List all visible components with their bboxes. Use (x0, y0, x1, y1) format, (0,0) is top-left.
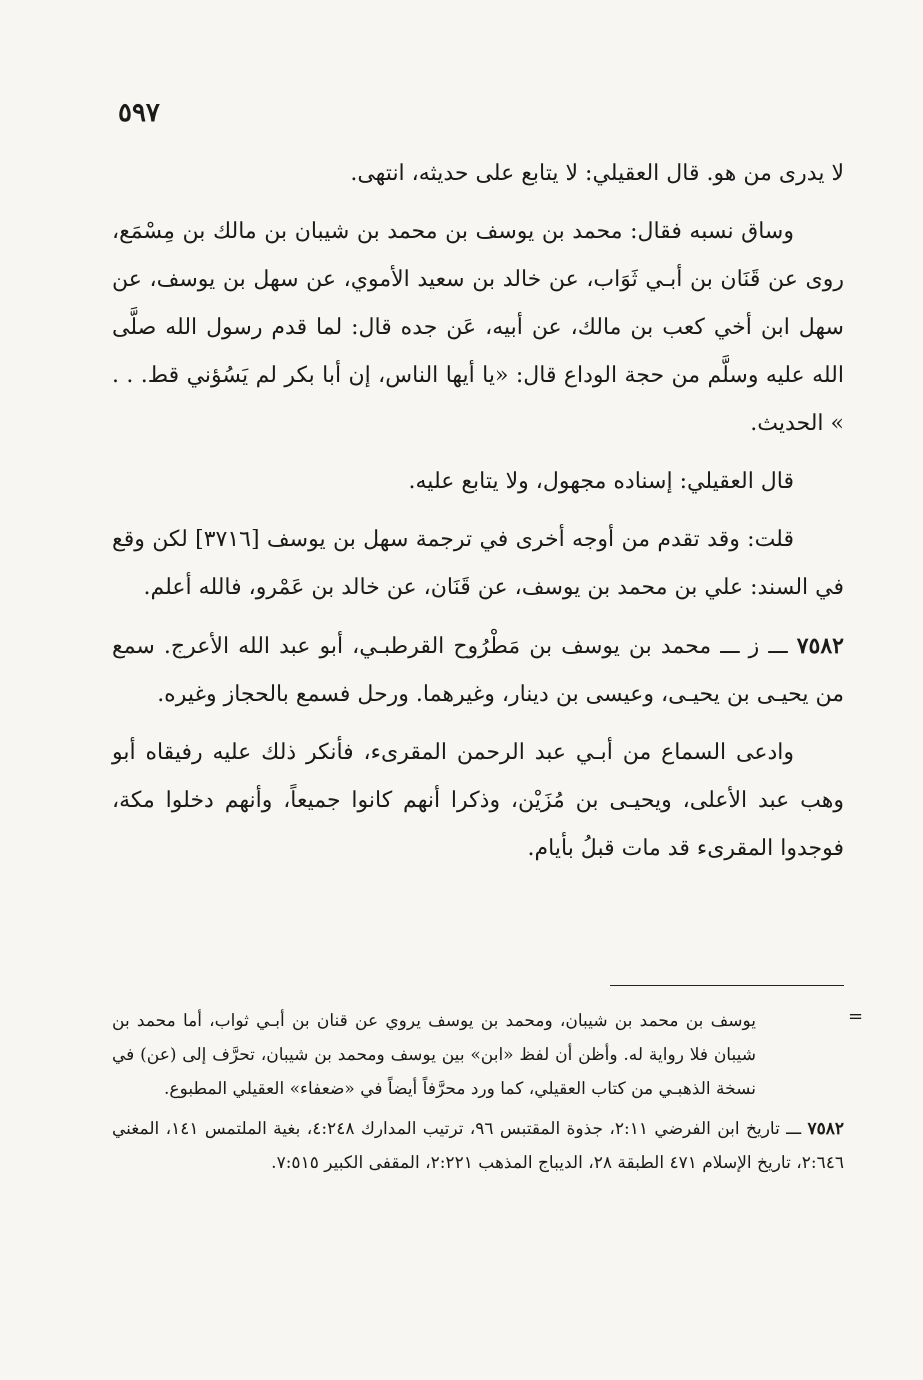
paragraph-1: لا يدرى من هو. قال العقيلي: لا يتابع على حديثه، انتهى. (350, 161, 844, 186)
footnotes (112, 1004, 844, 1186)
footnote-continuation-mark: = (848, 1006, 864, 1027)
paragraph-3: قال العقيلي: إسناده مجهول، ولا يتابع عليه. (408, 469, 794, 494)
entry-number: ٧٥٨٢ (796, 633, 844, 659)
main-text (112, 150, 844, 883)
page-number: ٥٩٧ (118, 98, 160, 128)
paragraph-4: قلت: وقد تقدم من أوجه أخرى في ترجمة سهل بن يوسف [٣٧١٦] لكن وقع في السند: علي بن محمد بن يوسف، عن قَنَان، عن خالد بن عَمْرو، فالله أعلم. (112, 527, 844, 600)
footnote-2-number: ٧٥٨٢ (807, 1119, 844, 1139)
footnote-divider (610, 985, 844, 986)
paragraph-2: وساق نسبه فقال: محمد بن يوسف بن محمد بن شيبان بن مالك بن مِسْمَع، روى عن قَنَان بن أبـي ثَوَاب، عن خالد بن سعيد الأموي، عن سهل بن يوسف، عن سهل ابن أخي كعب بن مالك، عن أبيه، عَن جده قال: لما قدم رسول الله صلَّى الله عليه وسلَّم من حجة الوداع قال: «يا أيها الناس، إن أبا بكر لم يَسُؤني قط. . . » الحديث. (112, 219, 844, 436)
footnote-1: يوسف بن محمد بن شيبان، ومحمد بن يوسف يروي عن قنان بن أبـي ثواب، أما محمد بن شيبان فلا رواية له. وأظن أن لفظ «ابن» بين يوسف ومحمد بن شيبان، تحرَّف إلى (عن) في نسخة الذهبـي من كتاب العقيلي، كما ورد محرَّفاً أيضاً في «ضعفاء» العقيلي المطبوع. (112, 1011, 756, 1099)
entry-7582 (112, 622, 844, 719)
entry-text: ـــ ز ـــ محمد بن يوسف بن مَطْرُوح القرطبـي، أبو عبد الله الأعرج. سمع من يحيـى بن يحيـى، وعيسى بن دينار، وغيرهما. ورحل فسمع بالحجاز وغيره. (112, 634, 844, 707)
footnote-2-text: ـــ تاريخ ابن الفرضي ٢:١١، جذوة المقتبس ٩٦، ترتيب المدارك ٤:٢٤٨، بغية الملتمس ١٤١، المغني ٢:٦٤٦، تاريخ الإسلام ٤٧١ الطبقة ٢٨، الديباج المذهب ٢:٢٢١، المقفى الكبير ٧:٥١٥. (112, 1119, 844, 1173)
footnote-2 (112, 1112, 844, 1180)
paragraph-6: وادعى السماع من أبـي عبد الرحمن المقرىء، فأنكر ذلك عليه رفيقاه أبو وهب عبد الأعلى، ويحيـى بن مُزَيْن، وذكرا أنهم كانوا جميعاً، وأنهم دخلوا مكة، فوجدوا المقرىء قد مات قبلُ بأيام. (112, 740, 844, 861)
